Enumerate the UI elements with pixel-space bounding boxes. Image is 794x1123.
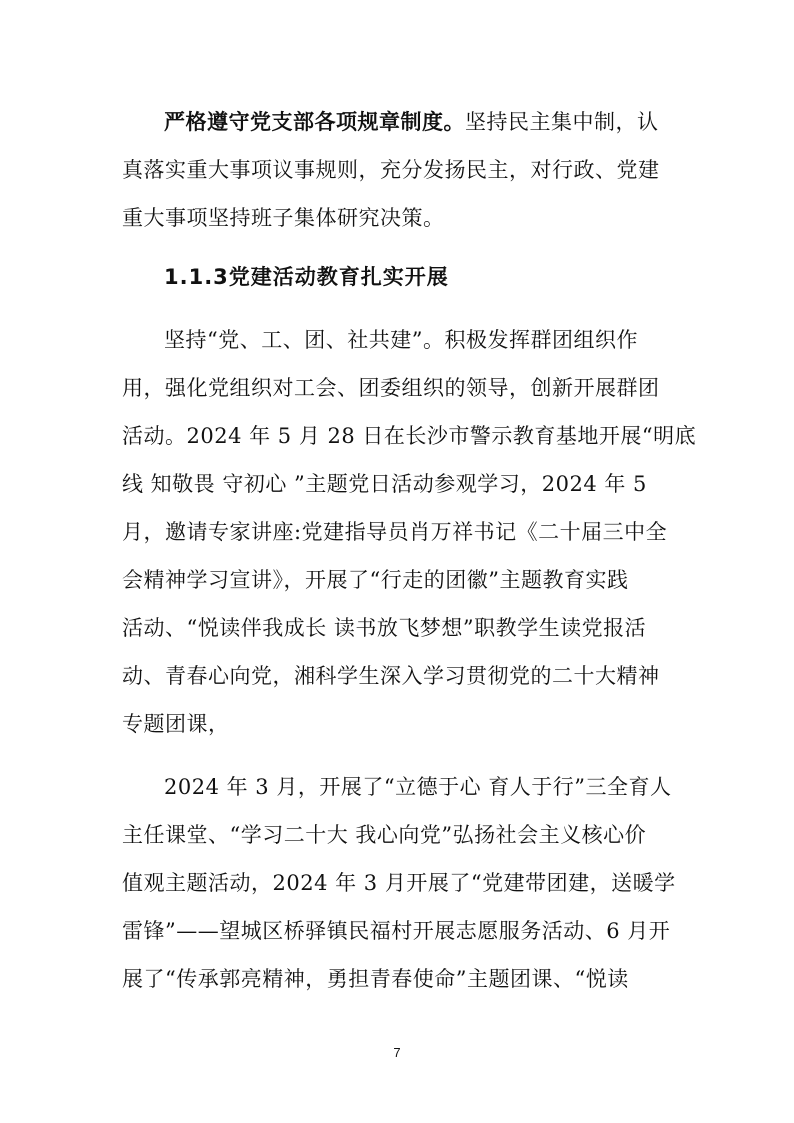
paragraph3-line: 雷锋”——望城区桥驿镇民福村开展志愿服务活动、6 月开 <box>122 919 671 943</box>
paragraph3-line: 2024 年 3 月，开展了“立德于心 育人于行”三全育人 <box>164 775 672 799</box>
paragraph3-line: 主任课堂、“学习二十大 我心向党”弘扬社会主义核心价 <box>122 823 647 847</box>
paragraph1-line1 <box>164 107 684 137</box>
paragraph1-line3: 重大事项坚持班子集体研究决策。 <box>122 206 445 230</box>
paragraph2-line: 动、青春心向党，湘科学生深入学习贯彻党的二十大精神 <box>122 664 660 688</box>
paragraph2-line: 专题团课， <box>122 712 230 736</box>
section-heading: 1.1.3党建活动教育扎实开展 <box>164 265 449 289</box>
paragraph1-lead-bold: 严格遵守党支部各项规章制度。 <box>164 109 465 134</box>
paragraph3-line: 展了“传承郭亮精神，勇担青春使命”主题团课、“悦读 <box>122 967 629 991</box>
paragraph1-line1-rest: 坚持民主集中制，认 <box>465 110 659 134</box>
paragraph1-line2: 真落实重大事项议事规则，充分发扬民主，对行政、党建 <box>122 158 660 182</box>
paragraph3-line: 值观主题活动，2024 年 3 月开展了“党建带团建，送暖学 <box>122 871 676 895</box>
paragraph2-line: 活动。2024 年 5 月 28 日在长沙市警示教育基地开展“明底 <box>122 424 697 448</box>
paragraph2-line: 会精神学习宣讲》，开展了“行走的团徽”主题教育实践 <box>122 568 629 592</box>
page-number: 7 <box>393 1045 401 1060</box>
paragraph2-line: 用，强化党组织对工会、团委组织的领导，创新开展群团 <box>122 376 660 400</box>
paragraph2-line: 活动、“悦读伴我成长 读书放飞梦想”职教学生读党报活 <box>122 616 647 640</box>
paragraph2-line: 月，邀请专家讲座:党建指导员肖万祥书记《二十届三中全 <box>122 520 668 544</box>
paragraph2-line: 坚持“党、工、团、社共建”。积极发挥群团组织作 <box>164 328 638 352</box>
paragraph2-line: 线 知敬畏 守初心 ”主题党日活动参观学习，2024 年 5 <box>122 472 647 496</box>
